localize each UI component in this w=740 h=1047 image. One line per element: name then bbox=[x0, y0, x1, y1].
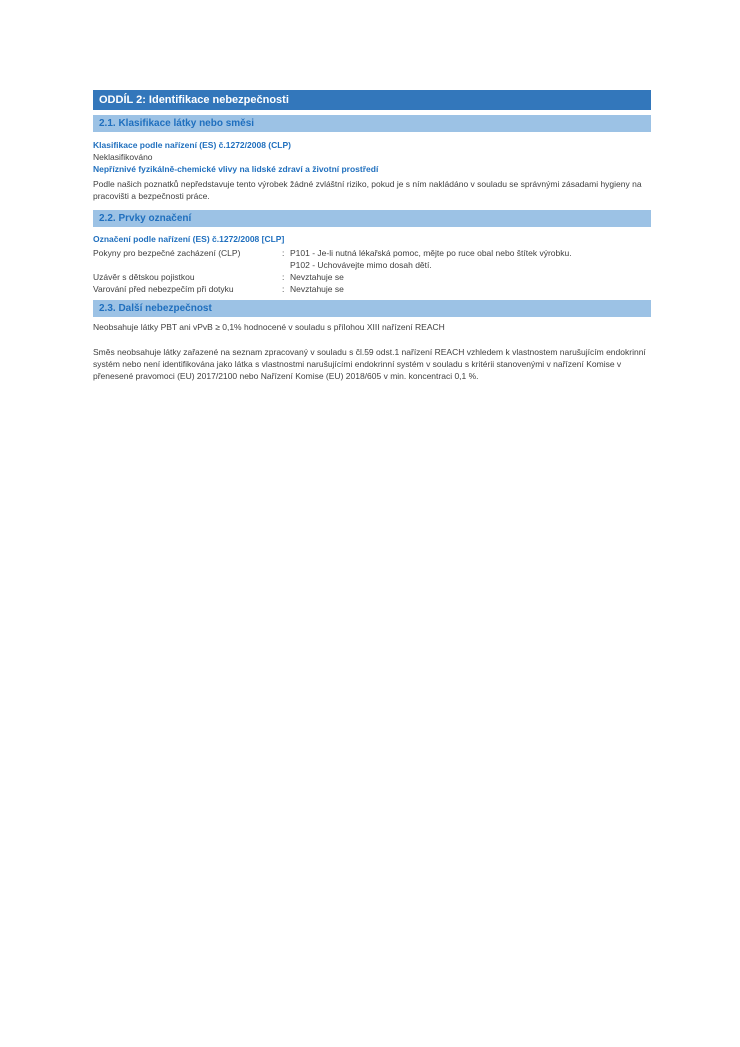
row-values bbox=[290, 247, 651, 271]
adverse-effects-heading: Nepříznivé fyzikálně-chemické vlivy na lidské zdraví a životní prostředí bbox=[93, 164, 379, 174]
classification-regulation-heading: Klasifikace podle nařízení (ES) č.1272/2008 (CLP) bbox=[93, 140, 291, 150]
subsection-2-2-bar: 2.2. Prvky označení bbox=[93, 210, 651, 227]
adverse-effects-paragraph: Podle našich poznatků nepředstavuje tento výrobek žádné zvláštní riziko, pokud je s ním nakládáno v souladu se správnými zásadami hygieny na pracovišti a bezpečnosti práce. bbox=[93, 179, 642, 201]
subsection-2-1-bar: 2.1. Klasifikace látky nebo směsi bbox=[93, 115, 651, 132]
row-label: Pokyny pro bezpečné zacházení (CLP) bbox=[93, 248, 241, 258]
row-values bbox=[290, 271, 651, 283]
row-separator: : bbox=[282, 284, 285, 294]
row-separator: : bbox=[282, 248, 285, 258]
subsection-2-3-bar: 2.3. Další nebezpečnost bbox=[93, 300, 651, 317]
row-precautionary-statements bbox=[93, 247, 651, 271]
sds-section-2 bbox=[93, 90, 651, 382]
classification-status-text: Neklasifikováno bbox=[93, 152, 153, 162]
row-separator: : bbox=[282, 272, 285, 282]
precautionary-statement-p102: P102 - Uchovávejte mimo dosah dětí. bbox=[290, 260, 432, 270]
row-values bbox=[290, 283, 651, 295]
endocrine-disruptor-statement: Směs neobsahuje látky zařazené na seznam zpracovaný v souladu s čl.59 odst.1 nařízení REACH vzhledem k vlastnostem narušujícím endokrinní systém nebo není identifikována jako látka s vlastnostmi narušujícími endokrinní systém v souladu s kritérii stanovenými v nařízení Komise v přenesené pravomoci (EU) 2017/2100 nebo Nařízení Komise (EU) 2018/605 v min. koncentraci 0,1 %. bbox=[93, 347, 646, 381]
row-value: Nevztahuje se bbox=[290, 272, 344, 282]
labelling-regulation-heading: Označení podle nařízení (ES) č.1272/2008 [CLP] bbox=[93, 234, 285, 244]
labelling-rows bbox=[93, 247, 651, 295]
row-label: Uzávěr s dětskou pojistkou bbox=[93, 272, 195, 282]
row-value: Nevztahuje se bbox=[290, 284, 344, 294]
row-child-resistant-fastening bbox=[93, 271, 651, 283]
row-tactile-warning bbox=[93, 283, 651, 295]
pbt-vpvb-statement: Neobsahuje látky PBT ani vPvB ≥ 0,1% hodnocené v souladu s přílohou XIII nařízení REACH bbox=[93, 322, 445, 332]
row-label: Varování před nebezpečím při dotyku bbox=[93, 284, 234, 294]
section-2-header-bar: ODDÍL 2: Identifikace nebezpečnosti bbox=[93, 90, 651, 110]
precautionary-statement-p101: P101 - Je-li nutná lékařská pomoc, mějte po ruce obal nebo štítek výrobku. bbox=[290, 248, 572, 258]
